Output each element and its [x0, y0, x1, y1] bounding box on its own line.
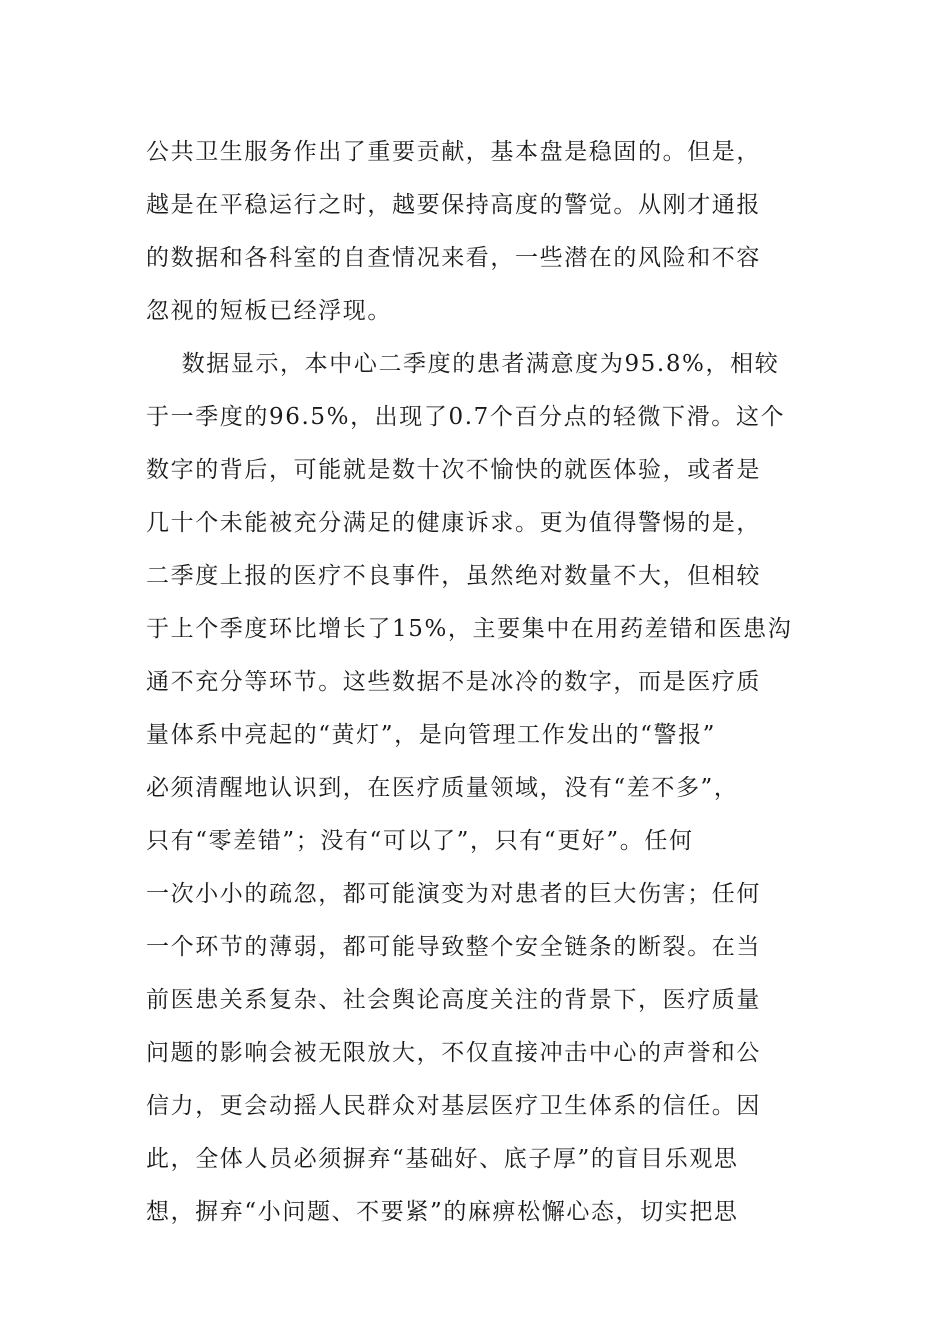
paragraph-line: 信力，更会动摇人民群众对基层医疗卫生体系的信任。因	[146, 1093, 761, 1119]
paragraph-1	[146, 126, 806, 338]
paragraph-line: 越是在平稳运行之时，越要保持高度的警觉。从刚才通报	[146, 192, 761, 218]
paragraph-line: 一次小小的疏忽，都可能演变为对患者的巨大伤害；任何	[146, 881, 761, 907]
paragraph-line: 的数据和各科室的自查情况来看，一些潜在的风险和不容	[146, 245, 761, 271]
paragraph-line: 公共卫生服务作出了重要贡献，基本盘是稳固的。但是，	[146, 139, 761, 165]
paragraph-line: 此，全体人员必须摒弃“基础好、底子厚”的盲目乐观思	[146, 1146, 739, 1172]
paragraph-line: 忽视的短板已经浮现。	[146, 298, 392, 324]
paragraph-line: 二季度上报的医疗不良事件，虽然绝对数量不大，但相较	[146, 563, 761, 589]
paragraph-line: 通不充分等环节。这些数据不是冰冷的数字，而是医疗质	[146, 669, 761, 695]
paragraph-line: 问题的影响会被无限放大，不仅直接冲击中心的声誉和公	[146, 1040, 761, 1066]
paragraph-line: 量体系中亮起的“黄灯”，是向管理工作发出的“警报”	[146, 722, 717, 748]
paragraph-line: 几十个未能被充分满足的健康诉求。更为值得警惕的是，	[146, 510, 761, 536]
paragraph-line: 必须清醒地认识到，在医疗质量领域，没有“差不多”，	[146, 775, 739, 801]
paragraph-line: 于上个季度环比增长了15%，主要集中在用药差错和医患沟	[146, 616, 793, 642]
paragraph-2	[146, 338, 806, 1239]
paragraph-line: 想，摒弃“小问题、不要紧”的麻痹松懈心态，切实把思	[146, 1199, 739, 1225]
paragraph-line: 前医患关系复杂、社会舆论高度关注的背景下，医疗质量	[146, 987, 761, 1013]
paragraph-line: 一个环节的薄弱，都可能导致整个安全链条的断裂。在当	[146, 934, 761, 960]
paragraph-line: 数字的背后，可能就是数十次不愉快的就医体验，或者是	[146, 457, 761, 483]
paragraph-line: 只有“零差错”；没有“可以了”，只有“更好”。任何	[146, 828, 694, 854]
paragraph-line: 于一季度的96.5%，出现了0.7个百分点的轻微下滑。这个	[146, 404, 786, 430]
paragraph-line: 数据显示，本中心二季度的患者满意度为95.8%，相较	[146, 351, 780, 377]
